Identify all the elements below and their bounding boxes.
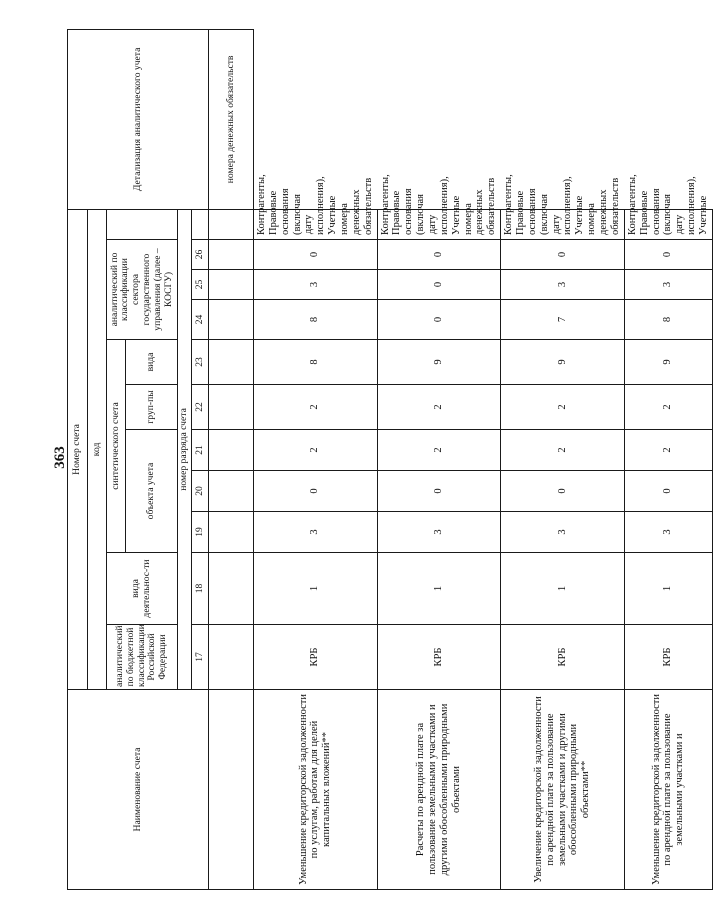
cell-digit: 9 [377, 340, 501, 385]
cell-empty [209, 430, 254, 471]
column-number: 18 [192, 553, 209, 625]
header-row-1 [68, 29, 88, 889]
column-number: 19 [192, 512, 209, 553]
cell-activity: 1 [254, 553, 378, 625]
cell-empty [209, 300, 254, 340]
cell-detail: Контрагенты, Правовые основания (включая дату исполнения), Учетные номера денежных обязательств [377, 209, 501, 239]
cell-account-name: Уменьшение кредиторской задолженности по услугам, работам для целей капитальных вложений** [254, 690, 378, 890]
column-number: 25 [192, 270, 209, 300]
column-number: 26 [192, 240, 209, 270]
cell-digit: 2 [377, 385, 501, 430]
cell-digit: 9 [501, 340, 625, 385]
cell-detail: номера денежных обязательств [209, 29, 254, 209]
column-number: 20 [192, 471, 209, 512]
cell-kbk: КРБ [377, 625, 501, 690]
cell-digit: 3 [501, 270, 625, 300]
cell-empty [209, 385, 254, 430]
cell-kbk: КРБ [501, 625, 625, 690]
header-code: код [88, 209, 107, 689]
table-row [377, 29, 501, 889]
column-number: 21 [192, 430, 209, 471]
cell-digit: 2 [624, 430, 712, 471]
cell-digit: 3 [254, 512, 378, 553]
header-synthetic-account: синтетического счета [107, 340, 126, 553]
cell-detail: Контрагенты, Правовые основания (включая дату исполнения), Учетные номера денежных обязательств [254, 209, 378, 239]
cell-digit: 8 [254, 340, 378, 385]
cell-empty [209, 209, 254, 239]
cell-empty [209, 625, 254, 690]
cell-digit: 8 [624, 300, 712, 340]
cell-empty [209, 553, 254, 625]
cell-digit: 8 [254, 300, 378, 340]
header-detail: Детализация аналитического учета [68, 29, 209, 209]
cell-digit: 2 [501, 385, 625, 430]
cell-activity: 1 [624, 553, 712, 625]
document-frame [67, 30, 709, 890]
cell-account-name: Уменьшение кредиторской задолженности по арендной плате за пользование земельными участками и [624, 690, 712, 890]
cell-digit: 3 [501, 512, 625, 553]
cell-empty [209, 240, 254, 270]
cell-digit: 0 [501, 471, 625, 512]
cell-detail: Контрагенты, Правовые основания (включая дату исполнения), Учетные номера денежных обязательств [501, 209, 625, 239]
page-number-text: 363 [51, 445, 68, 469]
cell-empty [209, 512, 254, 553]
cell-detail: Контрагенты, Правовые основания (включая дату исполнения), Учетные [624, 209, 712, 239]
cell-activity: 1 [501, 553, 625, 625]
cell-account-name: Увеличение кредиторской задолженности по арендной плате за пользование земельными участками и другими обособленными природными объектами** [501, 690, 625, 890]
cell-activity: 1 [377, 553, 501, 625]
accounts-table [67, 29, 713, 890]
cell-digit: 0 [624, 240, 712, 270]
cell-digit: 3 [377, 512, 501, 553]
header-activity-type: вида деятельнос-ти [107, 553, 178, 625]
cell-digit: 0 [377, 240, 501, 270]
table-row [624, 29, 712, 889]
rotated-table-wrapper [67, 30, 709, 890]
cell-digit: 0 [501, 240, 625, 270]
cell-digit: 0 [377, 300, 501, 340]
header-account-group: груп-пы [126, 385, 178, 430]
header-kosgu: аналитический по классификации сектора государственного управления (далее – КОСГУ) [107, 240, 178, 340]
header-digit-number: номер разряда счета [178, 209, 192, 689]
cell-empty [209, 471, 254, 512]
cell-digit: 0 [254, 471, 378, 512]
cell-digit: 2 [254, 430, 378, 471]
table-row [254, 29, 378, 889]
cell-kbk: КРБ [254, 625, 378, 690]
header-account-kind: вида [126, 340, 178, 385]
cell-kbk: КРБ [624, 625, 712, 690]
cell-digit: 2 [377, 430, 501, 471]
header-account-number: Номер счета [68, 209, 88, 689]
column-number: 17 [192, 625, 209, 690]
cell-digit: 2 [624, 385, 712, 430]
cell-digit: 0 [377, 471, 501, 512]
table-row-continued [209, 29, 254, 889]
column-number: 22 [192, 385, 209, 430]
cell-empty [209, 340, 254, 385]
column-number: 23 [192, 340, 209, 385]
cell-digit: 3 [624, 512, 712, 553]
cell-digit: 0 [377, 270, 501, 300]
cell-digit: 2 [254, 385, 378, 430]
header-account-name: Наименование счета [68, 690, 209, 890]
cell-empty [209, 690, 254, 890]
header-account-object: объекта учета [126, 430, 178, 553]
header-budget-classification: аналитический по бюджетной классификации Российской Федерации [107, 625, 178, 690]
cell-account-name: Расчеты по арендной плате за пользование земельными участками и другими обособленными природными объектами [377, 690, 501, 890]
cell-digit: 7 [501, 300, 625, 340]
column-number: 24 [192, 300, 209, 340]
cell-digit: 3 [624, 270, 712, 300]
cell-digit: 2 [501, 430, 625, 471]
cell-empty [209, 270, 254, 300]
table-row [501, 29, 625, 889]
cell-digit: 0 [624, 471, 712, 512]
cell-digit: 0 [254, 240, 378, 270]
cell-digit: 9 [624, 340, 712, 385]
cell-digit: 3 [254, 270, 378, 300]
